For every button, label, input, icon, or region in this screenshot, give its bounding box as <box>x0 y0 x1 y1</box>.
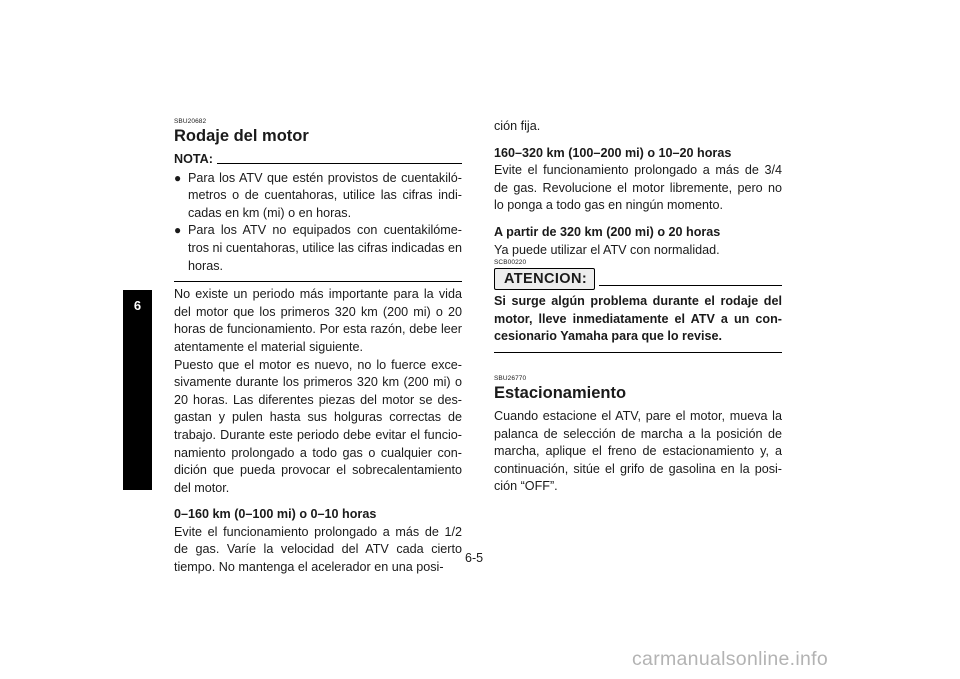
atencion-label: ATENCION: <box>494 268 595 290</box>
left-column <box>174 118 462 577</box>
bullet-text: Para los ATV que estén provistos de cuentakiló-metros o de cuentahoras, utilice las cifras indi-cadas en km (mi) o en horas. <box>188 170 462 220</box>
bullet-icon: ● <box>174 223 182 238</box>
page-number: 6-5 <box>465 551 484 565</box>
paragraph: Evite el funcionamiento prolongado a más de 1/2 de gas. Varíe la velocidad del ATV cada cierto tiempo. No mantenga el acelerador en una posi- <box>174 524 462 575</box>
paragraph: Puesto que el motor es nuevo, no lo fuerce exce-sivamente durante los primeros 320 km (200 mi) o 20 horas. Las diferentes piezas del motor se des-gastan y pulen hasta sus holguras correctas de trabajo. Durante este periodo debe evitar el funcio-namiento prolongado a todo gas o cualquier con-dición que pueda provocar el sobrecalentamiento del motor. <box>174 357 462 495</box>
section-code: SBU20682 <box>174 118 207 125</box>
right-column <box>494 118 782 496</box>
nota-label: NOTA: <box>174 152 213 166</box>
bullet-text: Para los ATV no equipados con cuentakilóme-tros ni cuentahoras, utilice las cifras indicadas en horas. <box>188 223 462 273</box>
spacer <box>494 357 782 375</box>
subheading: A partir de 320 km (200 mi) o 20 horas <box>494 224 721 239</box>
subheading: 0–160 km (0–100 mi) o 0–10 horas <box>174 507 377 522</box>
watermark: carmanualsonline.info <box>632 648 828 670</box>
chapter-tab <box>123 290 152 490</box>
nota-header <box>174 151 462 169</box>
paragraph: Evite el funcionamiento prolongado a más de 3/4 de gas. Revolucione el motor libremente, pero no lo ponga a todo gas en ningún momento. <box>494 163 782 213</box>
nota-end-rule <box>174 281 462 282</box>
nota-bullet <box>174 170 462 223</box>
paragraph: Cuando estacione el ATV, pare el motor, mueva la palanca de selección de marcha a la posición de marcha, aplique el freno de estacionamiento y, a continuación, sitúe el grifo de gasolina en la posi-ción “OFF”. <box>494 408 782 494</box>
chapter-number: 6 <box>133 298 142 313</box>
section-code: SBU26770 <box>494 374 527 382</box>
nota-rule <box>217 163 462 164</box>
section-title: Rodaje del motor <box>174 127 309 145</box>
nota-bullet <box>174 222 462 275</box>
atencion-text: Si surge algún problema durante el rodaje del motor, lleve inmediatamente el ATV a un con-cesionario Yamaha para que lo revise. <box>494 294 782 344</box>
subheading: 160–320 km (100–200 mi) o 10–20 horas <box>494 145 732 160</box>
atencion-end-rule <box>494 352 782 353</box>
paragraph: No existe un periodo más importante para la vida del motor que los primeros 320 km (200 mi) o 20 horas de funcionamiento. Por esta razón, debe leer atentamente el material siguiente. <box>174 287 462 354</box>
section-title: Estacionamiento <box>494 383 627 402</box>
paragraph: Ya puede utilizar el ATV con normalidad. <box>494 242 720 257</box>
atencion-rule <box>599 285 782 286</box>
atencion-header <box>494 268 782 290</box>
atencion-code: SCB00220 <box>494 259 527 267</box>
bullet-icon: ● <box>174 170 182 185</box>
paragraph-continuation: ción fija. <box>494 119 541 133</box>
